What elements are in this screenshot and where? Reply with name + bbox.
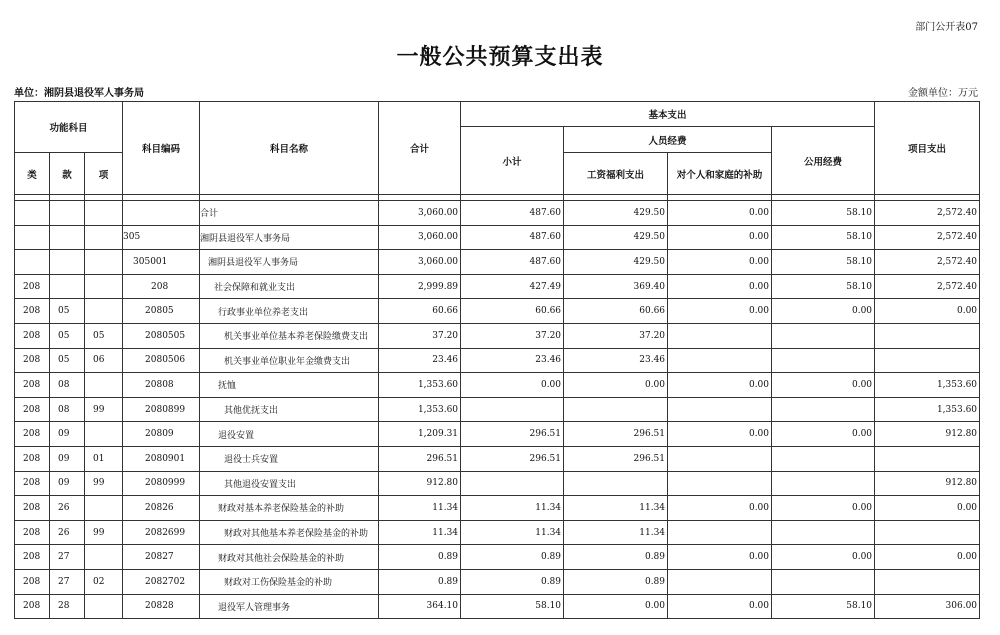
cell-subtotal: 296.51 — [461, 422, 564, 447]
cell-name: 其他优抚支出 — [200, 397, 379, 422]
cell-total: 1,209.31 — [379, 422, 461, 447]
cell-salary — [564, 471, 668, 496]
cell-lei: 208 — [15, 397, 50, 422]
cell-subsidy: 0.00 — [668, 422, 772, 447]
cell-xiang — [85, 250, 123, 275]
cell-subsidy: 0.00 — [668, 225, 772, 250]
cell-kuan: 28 — [50, 594, 85, 619]
cell-kuan: 09 — [50, 446, 85, 471]
cell-code: 2080999 — [123, 471, 200, 496]
cell-salary: 296.51 — [564, 446, 668, 471]
cell-kuan — [50, 201, 85, 226]
cell-xiang — [85, 422, 123, 447]
cell-salary: 0.89 — [564, 545, 668, 570]
cell-salary: 429.50 — [564, 225, 668, 250]
cell-lei: 208 — [15, 545, 50, 570]
cell-name: 退役安置 — [200, 422, 379, 447]
cell-project: 912.80 — [875, 471, 980, 496]
cell-code: 208 — [123, 274, 200, 299]
cell-total: 11.34 — [379, 496, 461, 521]
table-row — [15, 471, 980, 496]
cell-lei: 208 — [15, 496, 50, 521]
cell-subsidy — [668, 397, 772, 422]
cell-subsidy — [668, 446, 772, 471]
table-row — [15, 594, 980, 619]
cell-lei: 208 — [15, 569, 50, 594]
cell-name: 财政对基本养老保险基金的补助 — [200, 496, 379, 521]
cell-public: 58.10 — [772, 274, 875, 299]
cell-code: 20828 — [123, 594, 200, 619]
cell-subtotal: 487.60 — [461, 225, 564, 250]
cell-total: 296.51 — [379, 446, 461, 471]
cell-project — [875, 569, 980, 594]
cell-code: 2080899 — [123, 397, 200, 422]
cell-salary: 296.51 — [564, 422, 668, 447]
cell-subsidy: 0.00 — [668, 250, 772, 275]
cell-kuan: 05 — [50, 299, 85, 324]
header-lei: 类 — [15, 153, 50, 195]
cell-total: 11.34 — [379, 520, 461, 545]
cell-code: 2080506 — [123, 348, 200, 373]
cell-lei: 208 — [15, 274, 50, 299]
header-personnel: 人员经费 — [564, 127, 772, 153]
cell-project — [875, 348, 980, 373]
cell-lei — [15, 201, 50, 226]
table-row — [15, 496, 980, 521]
cell-subtotal: 487.60 — [461, 201, 564, 226]
cell-total: 364.10 — [379, 594, 461, 619]
cell-name: 抚恤 — [200, 373, 379, 398]
cell-subsidy: 0.00 — [668, 594, 772, 619]
cell-subtotal: 0.89 — [461, 569, 564, 594]
header-project: 项目支出 — [875, 102, 980, 195]
cell-subsidy — [668, 348, 772, 373]
table-row — [15, 348, 980, 373]
table-row — [15, 250, 980, 275]
cell-lei: 208 — [15, 422, 50, 447]
header-subtotal: 小计 — [461, 127, 564, 195]
cell-name: 机关事业单位职业年金缴费支出 — [200, 348, 379, 373]
cell-public — [772, 569, 875, 594]
cell-subtotal: 296.51 — [461, 446, 564, 471]
cell-xiang — [85, 274, 123, 299]
cell-public: 58.10 — [772, 201, 875, 226]
cell-salary: 0.00 — [564, 373, 668, 398]
cell-kuan: 27 — [50, 545, 85, 570]
cell-code: 20808 — [123, 373, 200, 398]
cell-public: 58.10 — [772, 250, 875, 275]
cell-kuan — [50, 250, 85, 275]
cell-xiang — [85, 299, 123, 324]
cell-subtotal: 23.46 — [461, 348, 564, 373]
cell-project: 2,572.40 — [875, 274, 980, 299]
cell-kuan: 08 — [50, 373, 85, 398]
cell-code: 305001 — [123, 250, 200, 275]
cell-project: 306.00 — [875, 594, 980, 619]
cell-lei: 208 — [15, 520, 50, 545]
cell-total: 3,060.00 — [379, 201, 461, 226]
cell-name: 其他退役安置支出 — [200, 471, 379, 496]
cell-name: 财政对工伤保险基金的补助 — [200, 569, 379, 594]
header-name: 科目名称 — [200, 102, 379, 195]
cell-code: 2082699 — [123, 520, 200, 545]
cell-subsidy: 0.00 — [668, 201, 772, 226]
cell-subtotal — [461, 471, 564, 496]
cell-lei: 208 — [15, 594, 50, 619]
table-row — [15, 274, 980, 299]
cell-name: 退役士兵安置 — [200, 446, 379, 471]
cell-code: 2080505 — [123, 323, 200, 348]
cell-xiang: 01 — [85, 446, 123, 471]
table-row — [15, 373, 980, 398]
cell-subsidy: 0.00 — [668, 373, 772, 398]
cell-salary: 60.66 — [564, 299, 668, 324]
cell-subtotal: 0.00 — [461, 373, 564, 398]
cell-subtotal: 11.34 — [461, 520, 564, 545]
header-total: 合计 — [379, 102, 461, 195]
cell-salary: 0.00 — [564, 594, 668, 619]
cell-name: 湘阴县退役军人事务局 — [200, 250, 379, 275]
cell-public — [772, 323, 875, 348]
cell-public — [772, 348, 875, 373]
cell-xiang: 99 — [85, 520, 123, 545]
cell-subsidy — [668, 520, 772, 545]
amount-unit-label: 金额单位：万元 — [908, 88, 978, 99]
cell-lei — [15, 225, 50, 250]
cell-public: 0.00 — [772, 422, 875, 447]
cell-public: 0.00 — [772, 299, 875, 324]
cell-kuan: 09 — [50, 422, 85, 447]
cell-name: 财政对其他基本养老保险基金的补助 — [200, 520, 379, 545]
cell-salary: 37.20 — [564, 323, 668, 348]
cell-project — [875, 520, 980, 545]
table-row — [15, 520, 980, 545]
table-row — [15, 446, 980, 471]
form-number: 部门公开表07 — [915, 22, 978, 33]
unit-label: 单位：湘阴县退役军人事务局 — [14, 88, 144, 99]
cell-kuan: 09 — [50, 471, 85, 496]
cell-kuan: 08 — [50, 397, 85, 422]
cell-xiang: 99 — [85, 471, 123, 496]
cell-name: 行政事业单位养老支出 — [200, 299, 379, 324]
header-kuan: 款 — [50, 153, 85, 195]
cell-total: 23.46 — [379, 348, 461, 373]
cell-public: 58.10 — [772, 225, 875, 250]
header-salary: 工资福利支出 — [564, 153, 668, 195]
header-code: 科目编码 — [123, 102, 200, 195]
cell-name: 退役军人管理事务 — [200, 594, 379, 619]
cell-salary: 0.89 — [564, 569, 668, 594]
cell-project: 0.00 — [875, 545, 980, 570]
cell-salary: 23.46 — [564, 348, 668, 373]
cell-total: 37.20 — [379, 323, 461, 348]
cell-subsidy — [668, 569, 772, 594]
cell-subsidy: 0.00 — [668, 496, 772, 521]
header-subsidy: 对个人和家庭的补助 — [668, 153, 772, 195]
header-basic: 基本支出 — [461, 102, 875, 127]
cell-name: 合计 — [200, 201, 379, 226]
cell-subsidy: 0.00 — [668, 545, 772, 570]
header-xiang: 项 — [85, 153, 123, 195]
cell-code: 2080901 — [123, 446, 200, 471]
cell-project — [875, 446, 980, 471]
table-row — [15, 569, 980, 594]
budget-expenditure-table — [14, 101, 980, 619]
cell-subtotal: 58.10 — [461, 594, 564, 619]
cell-code: 20826 — [123, 496, 200, 521]
cell-public — [772, 397, 875, 422]
cell-total: 1,353.60 — [379, 397, 461, 422]
cell-xiang — [85, 373, 123, 398]
cell-public: 58.10 — [772, 594, 875, 619]
cell-project: 2,572.40 — [875, 201, 980, 226]
cell-lei: 208 — [15, 323, 50, 348]
cell-code — [123, 201, 200, 226]
table-row — [15, 201, 980, 226]
table-row — [15, 422, 980, 447]
cell-project: 2,572.40 — [875, 225, 980, 250]
cell-project: 912.80 — [875, 422, 980, 447]
cell-lei: 208 — [15, 446, 50, 471]
cell-xiang: 05 — [85, 323, 123, 348]
cell-public: 0.00 — [772, 496, 875, 521]
cell-lei: 208 — [15, 471, 50, 496]
cell-xiang — [85, 594, 123, 619]
cell-code: 2082702 — [123, 569, 200, 594]
cell-code: 20805 — [123, 299, 200, 324]
cell-public — [772, 520, 875, 545]
cell-subtotal: 11.34 — [461, 496, 564, 521]
cell-lei: 208 — [15, 348, 50, 373]
cell-xiang: 02 — [85, 569, 123, 594]
cell-total: 60.66 — [379, 299, 461, 324]
cell-public: 0.00 — [772, 373, 875, 398]
cell-code: 305 — [123, 225, 200, 250]
cell-xiang — [85, 496, 123, 521]
cell-total: 3,060.00 — [379, 250, 461, 275]
cell-kuan: 05 — [50, 348, 85, 373]
cell-salary: 429.50 — [564, 250, 668, 275]
table-row — [15, 299, 980, 324]
cell-name: 财政对其他社会保险基金的补助 — [200, 545, 379, 570]
cell-kuan: 26 — [50, 496, 85, 521]
cell-code: 20809 — [123, 422, 200, 447]
cell-kuan — [50, 274, 85, 299]
cell-public — [772, 471, 875, 496]
cell-salary: 11.34 — [564, 496, 668, 521]
cell-name: 机关事业单位基本养老保险缴费支出 — [200, 323, 379, 348]
cell-subsidy — [668, 323, 772, 348]
cell-total: 2,999.89 — [379, 274, 461, 299]
cell-subtotal: 60.66 — [461, 299, 564, 324]
table-row — [15, 225, 980, 250]
cell-subtotal: 427.49 — [461, 274, 564, 299]
cell-xiang: 06 — [85, 348, 123, 373]
cell-subsidy — [668, 471, 772, 496]
cell-public: 0.00 — [772, 545, 875, 570]
cell-kuan: 26 — [50, 520, 85, 545]
cell-lei: 208 — [15, 373, 50, 398]
cell-lei — [15, 250, 50, 275]
cell-project: 0.00 — [875, 496, 980, 521]
cell-total: 3,060.00 — [379, 225, 461, 250]
cell-subtotal — [461, 397, 564, 422]
cell-project: 1,353.60 — [875, 397, 980, 422]
cell-name: 社会保障和就业支出 — [200, 274, 379, 299]
cell-code: 20827 — [123, 545, 200, 570]
table-row — [15, 545, 980, 570]
cell-salary: 429.50 — [564, 201, 668, 226]
cell-subtotal: 487.60 — [461, 250, 564, 275]
cell-subsidy: 0.00 — [668, 299, 772, 324]
cell-xiang — [85, 545, 123, 570]
cell-total: 1,353.60 — [379, 373, 461, 398]
table-row — [15, 323, 980, 348]
cell-xiang — [85, 225, 123, 250]
cell-name: 湘阴县退役军人事务局 — [200, 225, 379, 250]
header-func-subject: 功能科目 — [15, 102, 123, 153]
cell-project: 0.00 — [875, 299, 980, 324]
cell-total: 0.89 — [379, 545, 461, 570]
cell-lei: 208 — [15, 299, 50, 324]
cell-total: 0.89 — [379, 569, 461, 594]
cell-kuan — [50, 225, 85, 250]
cell-subtotal: 37.20 — [461, 323, 564, 348]
cell-xiang — [85, 201, 123, 226]
cell-public — [772, 446, 875, 471]
cell-subsidy: 0.00 — [668, 274, 772, 299]
cell-total: 912.80 — [379, 471, 461, 496]
cell-salary — [564, 397, 668, 422]
cell-kuan: 05 — [50, 323, 85, 348]
cell-kuan: 27 — [50, 569, 85, 594]
header-public: 公用经费 — [772, 127, 875, 195]
cell-salary: 369.40 — [564, 274, 668, 299]
cell-xiang: 99 — [85, 397, 123, 422]
page-title: 一般公共预算支出表 — [396, 44, 604, 70]
table-row — [15, 397, 980, 422]
cell-project: 2,572.40 — [875, 250, 980, 275]
cell-subtotal: 0.89 — [461, 545, 564, 570]
cell-project — [875, 323, 980, 348]
cell-salary: 11.34 — [564, 520, 668, 545]
cell-project: 1,353.60 — [875, 373, 980, 398]
